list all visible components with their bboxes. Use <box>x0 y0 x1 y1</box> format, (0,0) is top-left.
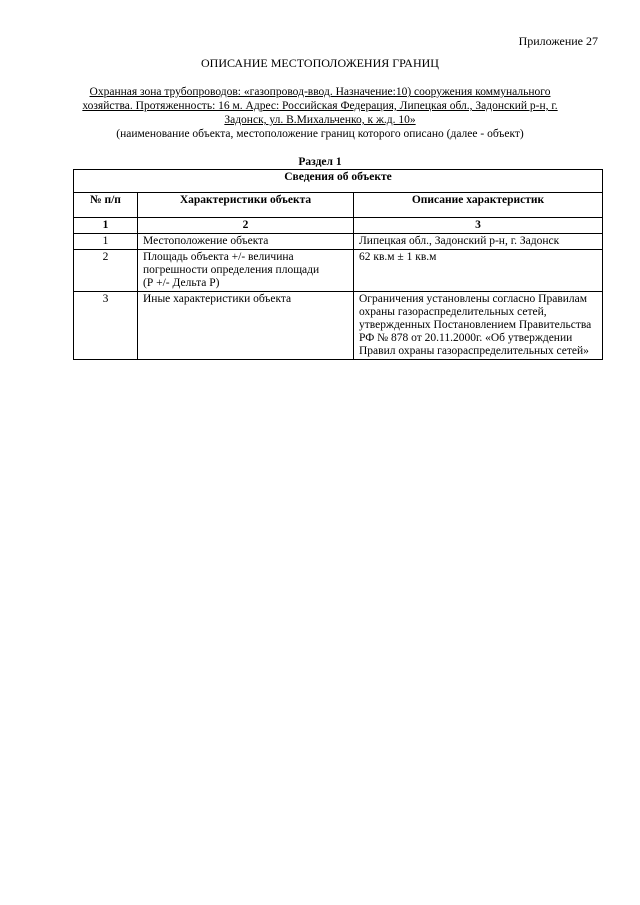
object-note: (наименование объекта, местоположение границ которого описано (далее - объект) <box>116 128 524 140</box>
table-header-row <box>74 193 603 218</box>
row-description <box>354 234 603 250</box>
table-row <box>74 292 603 360</box>
table-caption: Сведения об объекте <box>74 170 603 193</box>
characteristic-line: Площадь объекта +/- величина <box>143 251 294 263</box>
document-title: ОПИСАНИЕ МЕСТОПОЛОЖЕНИЯ ГРАНИЦ <box>201 56 439 70</box>
row-characteristic <box>138 250 354 292</box>
description-line: РФ № 878 от 20.11.2000г. «Об утверждении <box>359 332 573 344</box>
column-number-row <box>74 218 603 234</box>
column-header-characteristic: Характеристики объекта <box>138 193 354 218</box>
object-info-table <box>73 169 603 360</box>
column-header-description: Описание характеристик <box>354 193 603 218</box>
table-caption-row <box>74 170 603 193</box>
object-description <box>80 85 560 127</box>
object-line-1: Охранная зона трубопроводов: «газопровод-ввод. Назначение:10) сооружения коммунального <box>89 86 551 98</box>
row-number: 1 <box>74 234 138 250</box>
characteristic-line: погрешности определения площади <box>143 264 320 276</box>
object-line-2: хозяйства. Протяженность: 16 м. Адрес: Российская Федерация, Липецкая обл., Задонский р-н, г. <box>82 100 558 112</box>
description-line: утвержденных Постановлением Правительства <box>359 319 592 331</box>
characteristic-line: Иные характеристики объекта <box>143 293 292 305</box>
column-header-number: № п/п <box>74 193 138 218</box>
row-characteristic <box>138 234 354 250</box>
row-description <box>354 250 603 292</box>
object-line-3: Задонск, ул. В.Михальченко, к ж.д. 10» <box>224 114 416 126</box>
row-number: 3 <box>74 292 138 360</box>
description-line: Ограничения установлены согласно Правилам <box>359 293 588 305</box>
column-number-1: 1 <box>74 218 138 234</box>
row-description <box>354 292 603 360</box>
description-line: Липецкая обл., Задонский р-н, г. Задонск <box>359 235 560 247</box>
table-row <box>74 250 603 292</box>
characteristic-line: (Р +/- Дельта Р) <box>143 277 220 289</box>
section-title: Раздел 1 <box>298 156 342 168</box>
appendix-number: Приложение 27 <box>518 34 598 48</box>
table-row <box>74 234 603 250</box>
characteristic-line: Местоположение объекта <box>143 235 269 247</box>
description-line: охраны газораспределительных сетей, <box>359 306 547 318</box>
column-number-2: 2 <box>138 218 354 234</box>
description-line: Правил охраны газораспределительных сетей» <box>359 345 589 357</box>
row-characteristic <box>138 292 354 360</box>
description-line: 62 кв.м ± 1 кв.м <box>359 251 437 263</box>
column-number-3: 3 <box>354 218 603 234</box>
row-number: 2 <box>74 250 138 292</box>
